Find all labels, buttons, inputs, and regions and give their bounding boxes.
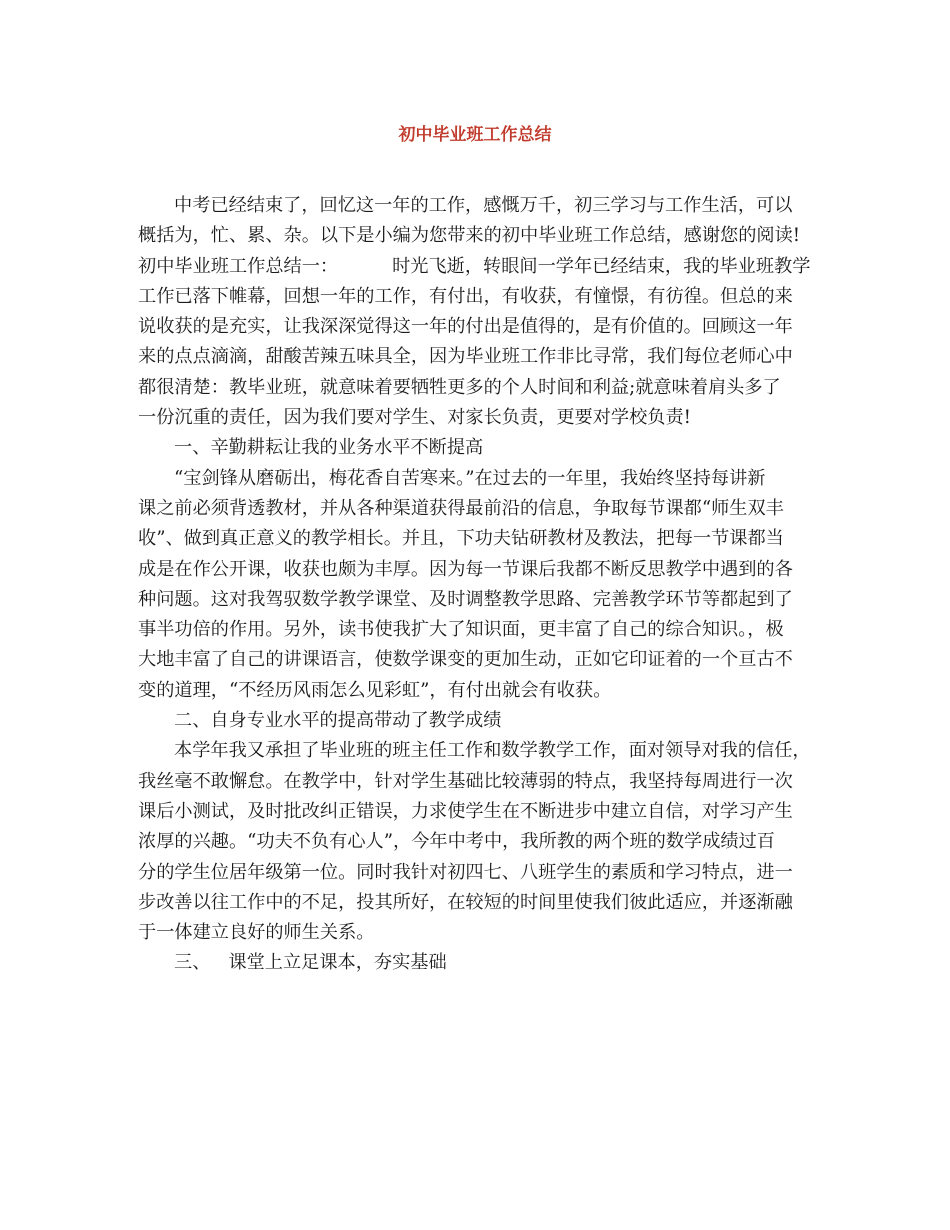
paragraph-line: 都很清楚：教毕业班，就意味着要牺牲更多的个人时间和利益;就意味着肩头多了 xyxy=(138,376,781,398)
paragraph-line: 课之前必须背透教材，并从各种渠道获得最前沿的信息，争取每节课都“师生双丰 xyxy=(138,497,784,519)
paragraph-line: 工作已落下帷幕，回想一年的工作，有付出，有收获，有憧憬，有彷徨。但总的来 xyxy=(138,285,793,307)
paragraph-line: 分的学生位居年级第一位。同时我针对初四七、八班学生的素质和学习特点，进一 xyxy=(138,861,793,883)
paragraph-line: 收”、做到真正意义的教学相长。并且，下功夫钻研教材及教法，把每一节课都当 xyxy=(138,528,784,550)
paragraph-line: 步改善以往工作中的不足，投其所好，在较短的时间里使我们彼此适应，并逐渐融 xyxy=(138,891,793,913)
paragraph-line: 一份沉重的责任，因为我们要对学生、对家长负责，更要对学校负责! xyxy=(138,407,691,429)
paragraph-line: 于一体建立良好的师生关系。 xyxy=(138,922,375,944)
document-title: 初中毕业班工作总结 xyxy=(398,125,552,145)
section-heading xyxy=(138,948,814,978)
section-heading: 二、自身专业水平的提高带动了教学成绩 xyxy=(174,710,502,732)
paragraph-line: 浓厚的兴趣。“功夫不负有心人”，今年中考中，我所教的两个班的数学成绩过百 xyxy=(138,831,775,853)
section-label: 初中毕业班工作总结一： xyxy=(138,255,339,277)
section-heading: 一、辛勤耕耘让我的业务水平不断提高 xyxy=(174,437,484,459)
paragraph-line: 大地丰富了自己的讲课语言，使数学课变的更加生动，正如它印证着的一个亘古不 xyxy=(138,649,793,671)
paragraph-line: 中考已经结束了，回忆这一年的工作，感慨万千，初三学习与工作生活，可以 xyxy=(174,195,793,216)
paragraph-line: 变的道理，“不经历风雨怎么见彩虹”，有付出就会有收获。 xyxy=(138,679,612,701)
paragraph-line: “宝剑锋从磨砺出，梅花香自苦寒来。”在过去的一年里，我始终坚持每讲新 xyxy=(174,467,766,489)
paragraph-line: 概括为，忙、累、杂。以下是小编为您带来的初中毕业班工作总结，感谢您的阅读! xyxy=(138,225,801,247)
document-body xyxy=(138,191,814,979)
section-title: 课堂上立足课本，夯实基础 xyxy=(228,952,447,974)
paragraph-line: 事半功倍的作用。另外，读书使我扩大了知识面，更丰富了自己的综合知识。，极 xyxy=(138,619,784,641)
paragraph-line: 课后小测试，及时批改纠正错误，力求使学生在不断进步中建立自信，对学习产生 xyxy=(138,800,793,822)
paragraph-line: 种问题。这对我驾驭数学教学课堂、及时调整教学思路、完善教学环节等都起到了 xyxy=(138,588,793,610)
paragraph-line: 本学年我又承担了毕业班的班主任工作和数学教学工作，面对领导对我的信任， xyxy=(174,740,811,762)
paragraph-line: 我丝毫不敢懈怠。在教学中，针对学生基础比较薄弱的特点，我坚持每周进行一次 xyxy=(138,770,793,792)
paragraph-line: 成是在作公开课，收获也颇为丰厚。因为每一节课后我都不断反思教学中遇到的各 xyxy=(138,558,793,580)
paragraph-line xyxy=(138,252,814,282)
paragraph-line: 来的点点滴滴，甜酸苦辣五味具全，因为毕业班工作非比寻常，我们每位老师心中 xyxy=(138,346,793,368)
paragraph-text: 时光飞逝，转眼间一学年已经结束，我的毕业班教学 xyxy=(392,255,811,277)
paragraph-line: 说收获的是充实，让我深深觉得这一年的付出是值得的，是有价值的。回顾这一年 xyxy=(138,316,793,338)
section-number: 三、 xyxy=(174,952,211,974)
